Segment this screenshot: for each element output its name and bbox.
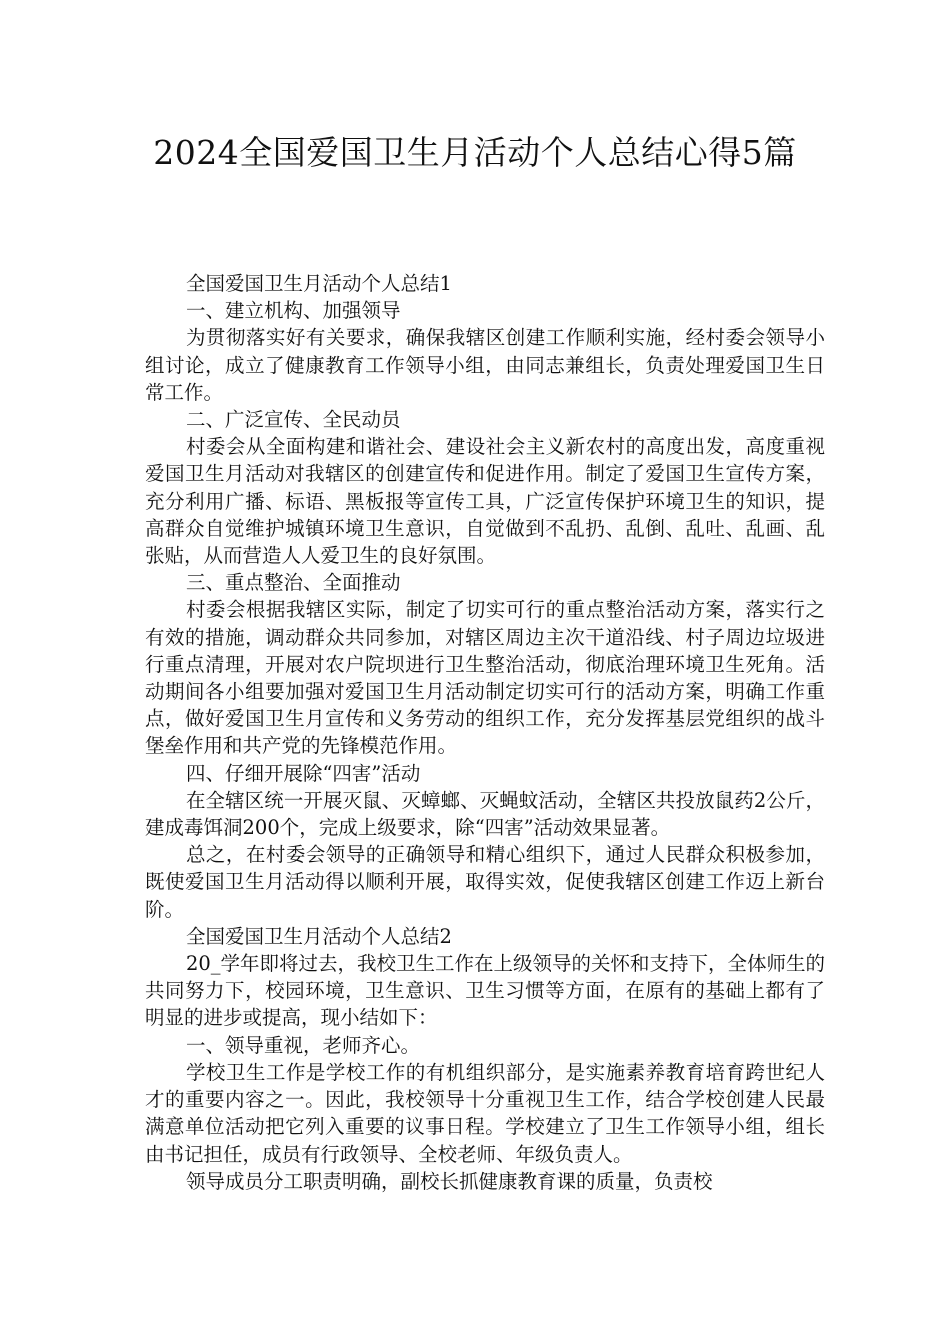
document-title: 2024全国爱国卫生月活动个人总结心得5篇 <box>153 133 797 172</box>
section-heading-1: 全国爱国卫生月活动个人总结1 <box>185 272 452 295</box>
paragraph: 学校卫生工作是学校工作的有机组织部分，是实施素养教育培育跨世纪人才的重要内容之一。因此，我校领导十分重视卫生工作，结合学校创建人民最满意单位活动把它列入重要的议事日程。学校建立了卫生工作领导小组，组长由书记担任，成员有行政领导、全校老师、年级负责人。 <box>145 1060 825 1166</box>
paragraph: 总之，在村委会领导的正确领导和精心组织下，通过人民群众积极参加，既使爱国卫生月活动得以顺利开展，取得实效，促使我辖区创建工作迈上新台阶。 <box>145 843 825 921</box>
section-heading-2: 全国爱国卫生月活动个人总结2 <box>185 924 452 948</box>
paragraph: 村委会根据我辖区实际，制定了切实可行的重点整治活动方案，落实行之有效的措施，调动群众共同参加，对辖区周边主次干道沿线、村子周边垃圾进行重点清理，开展对农户院坝进行卫生整治活动，彻底治理环境卫生死角。活动期间各小组要加强对爱国卫生月活动制定切实可行的活动方案，明确工作重点，做好爱国卫生月宣传和义务劳动的组织工作，充分发挥基层党组织的战斗堡垒作用和共产党的先锋模范作用。 <box>145 598 825 758</box>
subheading: 二、广泛宣传、全民动员 <box>185 408 401 432</box>
subheading: 一、领导重视，老师齐心。 <box>185 1033 420 1057</box>
paragraph: 领导成员分工职责明确，副校长抓健康教育课的质量，负责校 <box>185 1169 713 1193</box>
paragraph: 村委会从全面构建和谐社会、建设社会主义新农村的高度出发，高度重视爱国卫生月活动对我辖区的创建宣传和促进作用。制定了爱国卫生宣传方案，充分利用广播、标语、黑板报等宣传工具，广泛宣传保护环境卫生的知识，提高群众自觉维护城镇环境卫生意识，自觉做到不乱扔、乱倒、乱吐、乱画、乱张贴，从而营造人人爱卫生的良好氛围。 <box>145 435 825 568</box>
paragraph: 20_学年即将过去，我校卫生工作在上级领导的关怀和支持下，全体师生的共同努力下，校园环境，卫生意识、卫生习惯等方面，在原有的基础上都有了明显的进步或提高，现小结如下： <box>145 952 826 1030</box>
subheading: 四、仔细开展除“四害”活动 <box>185 761 421 785</box>
subheading: 三、重点整治、全面推动 <box>185 571 401 595</box>
paragraph: 为贯彻落实好有关要求，确保我辖区创建工作顺利实施，经村委会领导小组讨论，成立了健康教育工作领导小组，由同志兼组长，负责处理爱国卫生日常工作。 <box>145 326 825 404</box>
paragraph: 在全辖区统一开展灭鼠、灭蟑螂、灭蝇蚊活动，全辖区共投放鼠药2公斤，建成毒饵洞200个，完成上级要求，除“四害”活动效果显著。 <box>145 788 825 840</box>
subheading: 一、建立机构、加强领导 <box>185 299 401 323</box>
document-body <box>145 270 825 1195</box>
